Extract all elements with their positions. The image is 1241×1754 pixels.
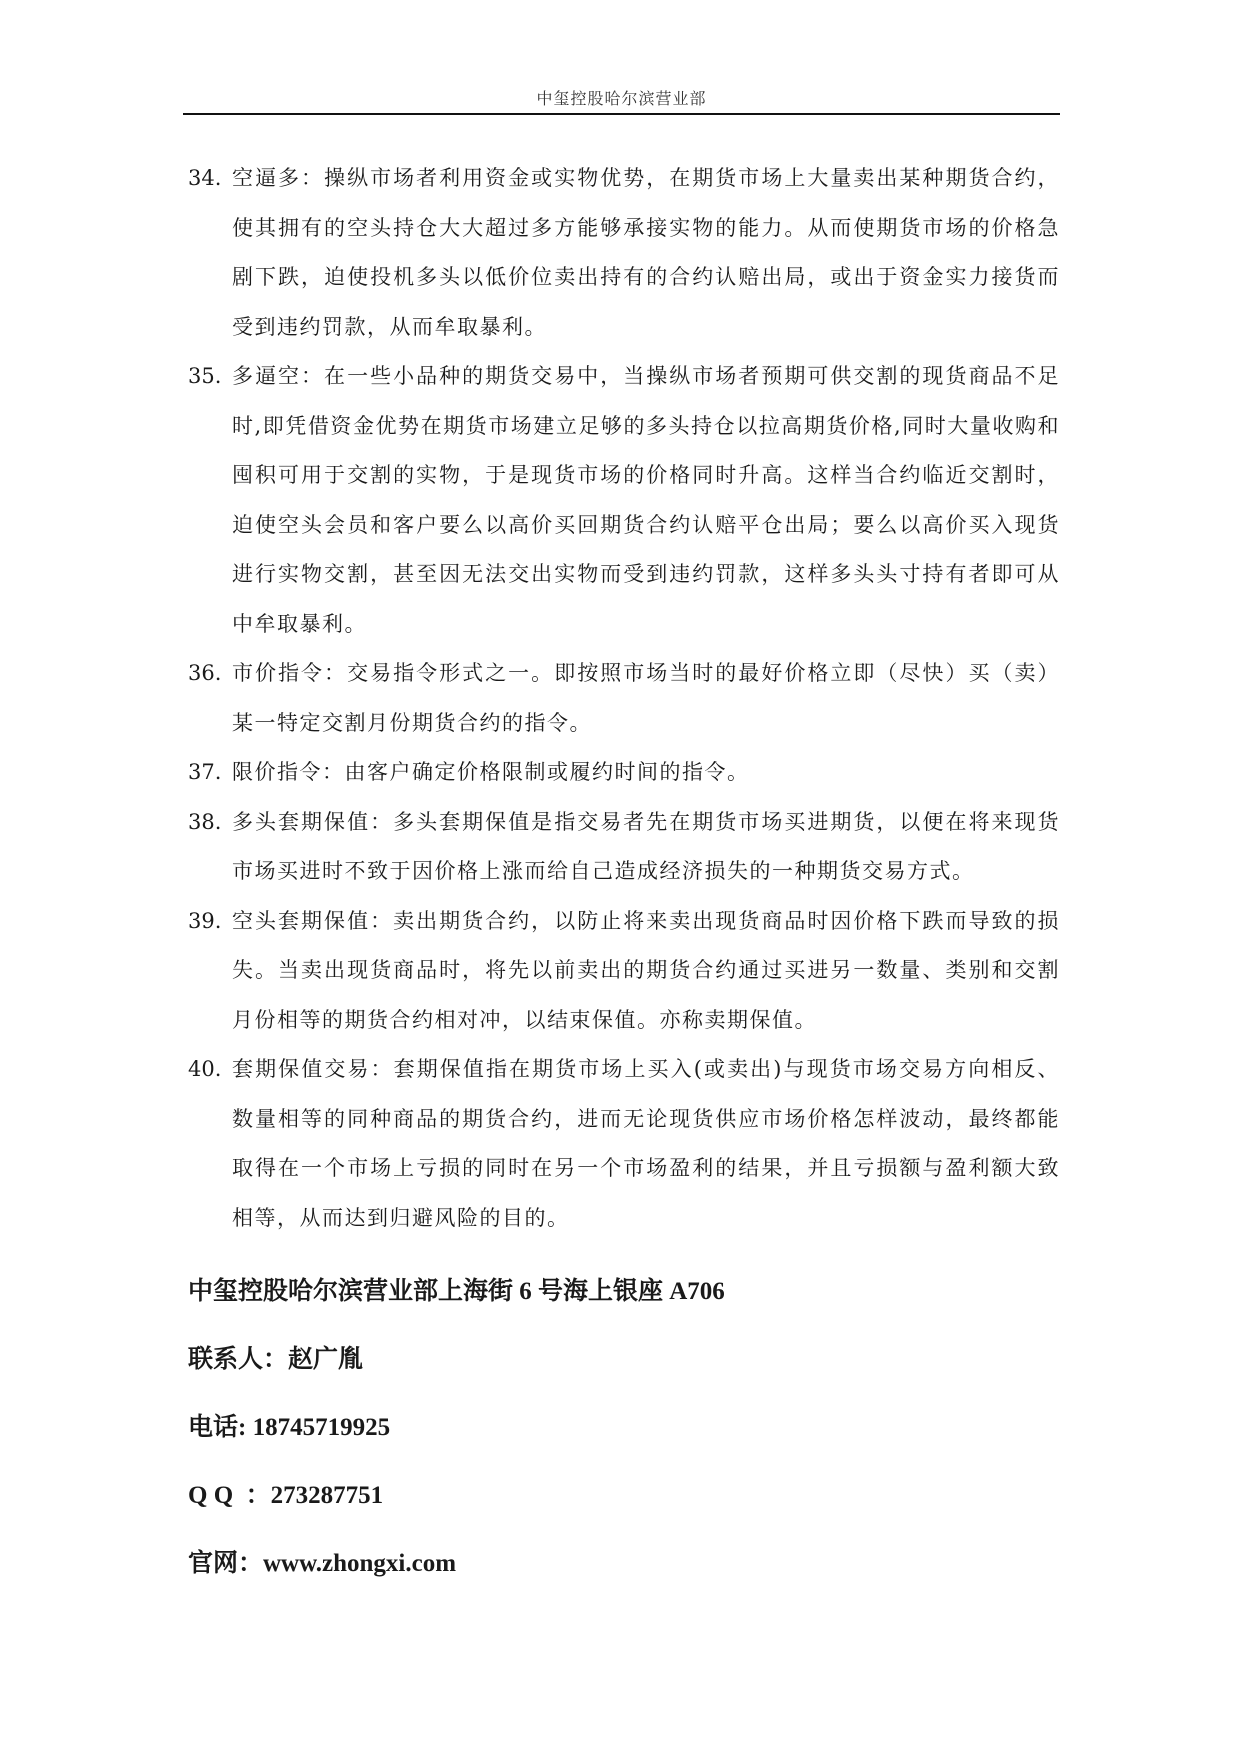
entry-number: 40. <box>188 1057 222 1081</box>
glossary-entry-40 <box>188 1045 1060 1243</box>
entry-number: 35. <box>188 364 222 388</box>
glossary-list <box>188 154 1060 1243</box>
entry-text: 市价指令：交易指令形式之一。即按照市场当时的最好价格立即（尽快）买（卖）某一特定交割月份期货合约的指令。 <box>232 661 1060 735</box>
glossary-entry-39 <box>188 897 1060 1046</box>
entry-text: 空逼多：操纵市场者利用资金或实物优势，在期货市场上大量卖出某种期货合约，使其拥有的空头持仓大大超过多方能够承接实物的能力。从而使期货市场的价格急剧下跌，迫使投机多头以低价位卖出持有的合约认赔出局，或出于资金实力接货而受到违约罚款，从而牟取暴利。 <box>232 166 1060 339</box>
entry-text: 套期保值交易：套期保值指在期货市场上买入(或卖出)与现货市场交易方向相反、数量相等的同种商品的期货合约，进而无论现货供应市场价格怎样波动，最终都能取得在一个市场上亏损的同时在另一个市场盈利的结果，并且亏损额与盈利额大致相等，从而达到归避风险的目的。 <box>232 1057 1060 1230</box>
entry-number: 38. <box>188 809 222 834</box>
contact-block <box>188 1272 1060 1612</box>
contact-address: 中玺控股哈尔滨营业部上海街 6 号海上银座 A706 <box>188 1278 725 1305</box>
entry-number: 34. <box>188 166 222 190</box>
glossary-entry-35 <box>188 352 1060 649</box>
entry-number: 37. <box>188 760 222 784</box>
glossary-entry-34 <box>188 154 1060 352</box>
header-divider <box>183 113 1060 115</box>
glossary-entry-38 <box>188 798 1060 897</box>
page-header-title: 中玺控股哈尔滨营业部 <box>536 89 707 108</box>
entry-text: 限价指令：由客户确定价格限制或履约时间的指令。 <box>232 760 750 784</box>
entry-text: 空头套期保值：卖出期货合约，以防止将来卖出现货商品时因价格下跌而导致的损失。当卖出现货商品时，将先以前卖出的期货合约通过买进另一数量、类别和交割月份相等的期货合约相对冲，以结束保值。亦称卖期保值。 <box>232 908 1060 1032</box>
contact-qq: Q Q ：273287751 <box>188 1482 384 1509</box>
contact-person: 联系人：赵广胤 <box>188 1346 364 1373</box>
entry-number: 36. <box>188 661 222 685</box>
entry-number: 39. <box>188 908 222 933</box>
glossary-entry-36 <box>188 649 1060 748</box>
contact-website[interactable]: 官网：www.zhongxi.com <box>188 1550 457 1577</box>
glossary-entry-37 <box>188 748 1060 798</box>
entry-text: 多逼空：在一些小品种的期货交易中，当操纵市场者预期可供交割的现货商品不足时,即凭借资金优势在期货市场建立足够的多头持仓以拉高期货价格,同时大量收购和囤积可用于交割的实物，于是现货市场的价格同时升高。这样当合约临近交割时，迫使空头会员和客户要么以高价买回期货合约认赔平仓出局；要么以高价买入现货进行实物交割，甚至因无法交出实物而受到违约罚款，这样多头头寸持有者即可从中牟取暴利。 <box>232 364 1060 636</box>
entry-text: 多头套期保值：多头套期保值是指交易者先在期货市场买进期货，以便在将来现货市场买进时不致于因价格上涨而给自己造成经济损失的一种期货交易方式。 <box>232 809 1060 883</box>
contact-phone: 电话: 18745719925 <box>188 1414 391 1441</box>
